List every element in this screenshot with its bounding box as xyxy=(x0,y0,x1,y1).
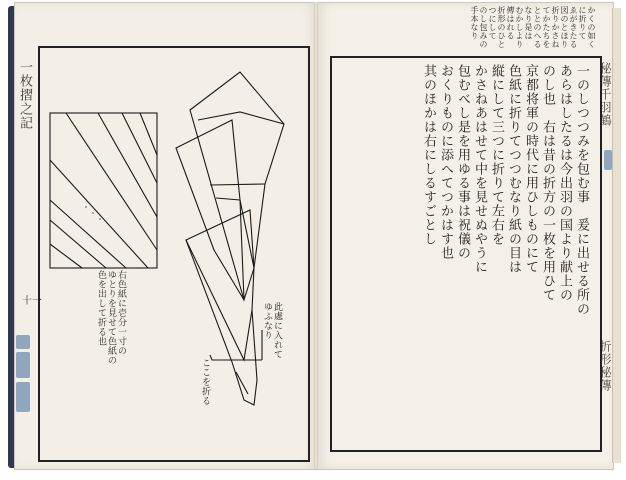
body-column: 縦にして三つに折りて左右を xyxy=(489,64,504,246)
right-body-text xyxy=(338,64,590,440)
commentary-column: ととのへるなり是は xyxy=(524,6,542,49)
square-fold-line xyxy=(50,220,106,268)
left-note-lower-right xyxy=(262,302,282,382)
noshi-tip xyxy=(186,240,257,405)
body-column: 包むべし是を用ゆる事は祝儀の xyxy=(455,64,470,260)
commentary-column: 折形のひとつにして xyxy=(488,6,506,49)
note-column: ゆふなり xyxy=(262,302,272,340)
note-column: 右色紙に壱分一寸の xyxy=(116,270,126,356)
noshi-outer-fold xyxy=(190,72,284,300)
noshi-tip-crease xyxy=(236,372,248,394)
commentary-column: のし包みの手本なり xyxy=(470,6,488,49)
noshi-edge xyxy=(198,112,284,124)
square-fold-line xyxy=(66,113,157,250)
leader-line xyxy=(210,355,262,360)
body-column: あらはしたるは今出羽の国より献上の xyxy=(557,64,572,302)
note-column: 此處に入れて xyxy=(272,302,282,359)
body-column: 一のしつつみを包む事 爰に出せる所の xyxy=(574,64,589,316)
square-paper-outline xyxy=(50,113,157,268)
body-column: 其のほかは右にしるすごとし xyxy=(421,64,436,246)
right-running-head: 秘傳千羽鶴 xyxy=(598,62,612,127)
note-column: 色を出して折る也 xyxy=(96,270,106,346)
note-column: ゆとりを見せて色紙の xyxy=(106,270,116,365)
commentary-column: かくの如くに折りて xyxy=(578,6,596,49)
square-fold-line xyxy=(50,244,82,268)
left-note-bottom xyxy=(200,358,210,408)
note-column: ここを折る xyxy=(200,358,210,406)
left-hashira: 一枚摺之記 xyxy=(17,60,32,130)
body-column: かさねあはせて中を見せぬやうに xyxy=(472,64,487,274)
commentary-column: ゑがきたる図のとほり xyxy=(560,6,578,49)
square-fold-line xyxy=(50,200,126,268)
right-side-label: 折形秘傳 xyxy=(598,340,612,392)
left-folio: 十一 xyxy=(22,296,42,307)
noshi-edge xyxy=(216,198,254,268)
noshi-middle-fold xyxy=(176,120,244,300)
square-fold-line xyxy=(140,113,157,155)
noshi-edge xyxy=(210,184,265,185)
commentary-column: むかしより傳はれる xyxy=(506,6,524,49)
square-fold-line xyxy=(122,113,157,183)
left-note-lower-left xyxy=(96,270,126,390)
body-column: 色紙に折りてつつむなり紙の目は xyxy=(506,64,521,274)
commentary-column: 折りかさねてかたちを xyxy=(542,6,560,49)
body-column: おくりものに添へてつかはす也 xyxy=(438,64,453,260)
body-column: 京都将軍の時代に用ひしものにて xyxy=(523,64,538,274)
right-top-commentary xyxy=(334,6,596,54)
body-column: のし也 右は昔の折方の一枚を用ひて xyxy=(540,64,555,302)
